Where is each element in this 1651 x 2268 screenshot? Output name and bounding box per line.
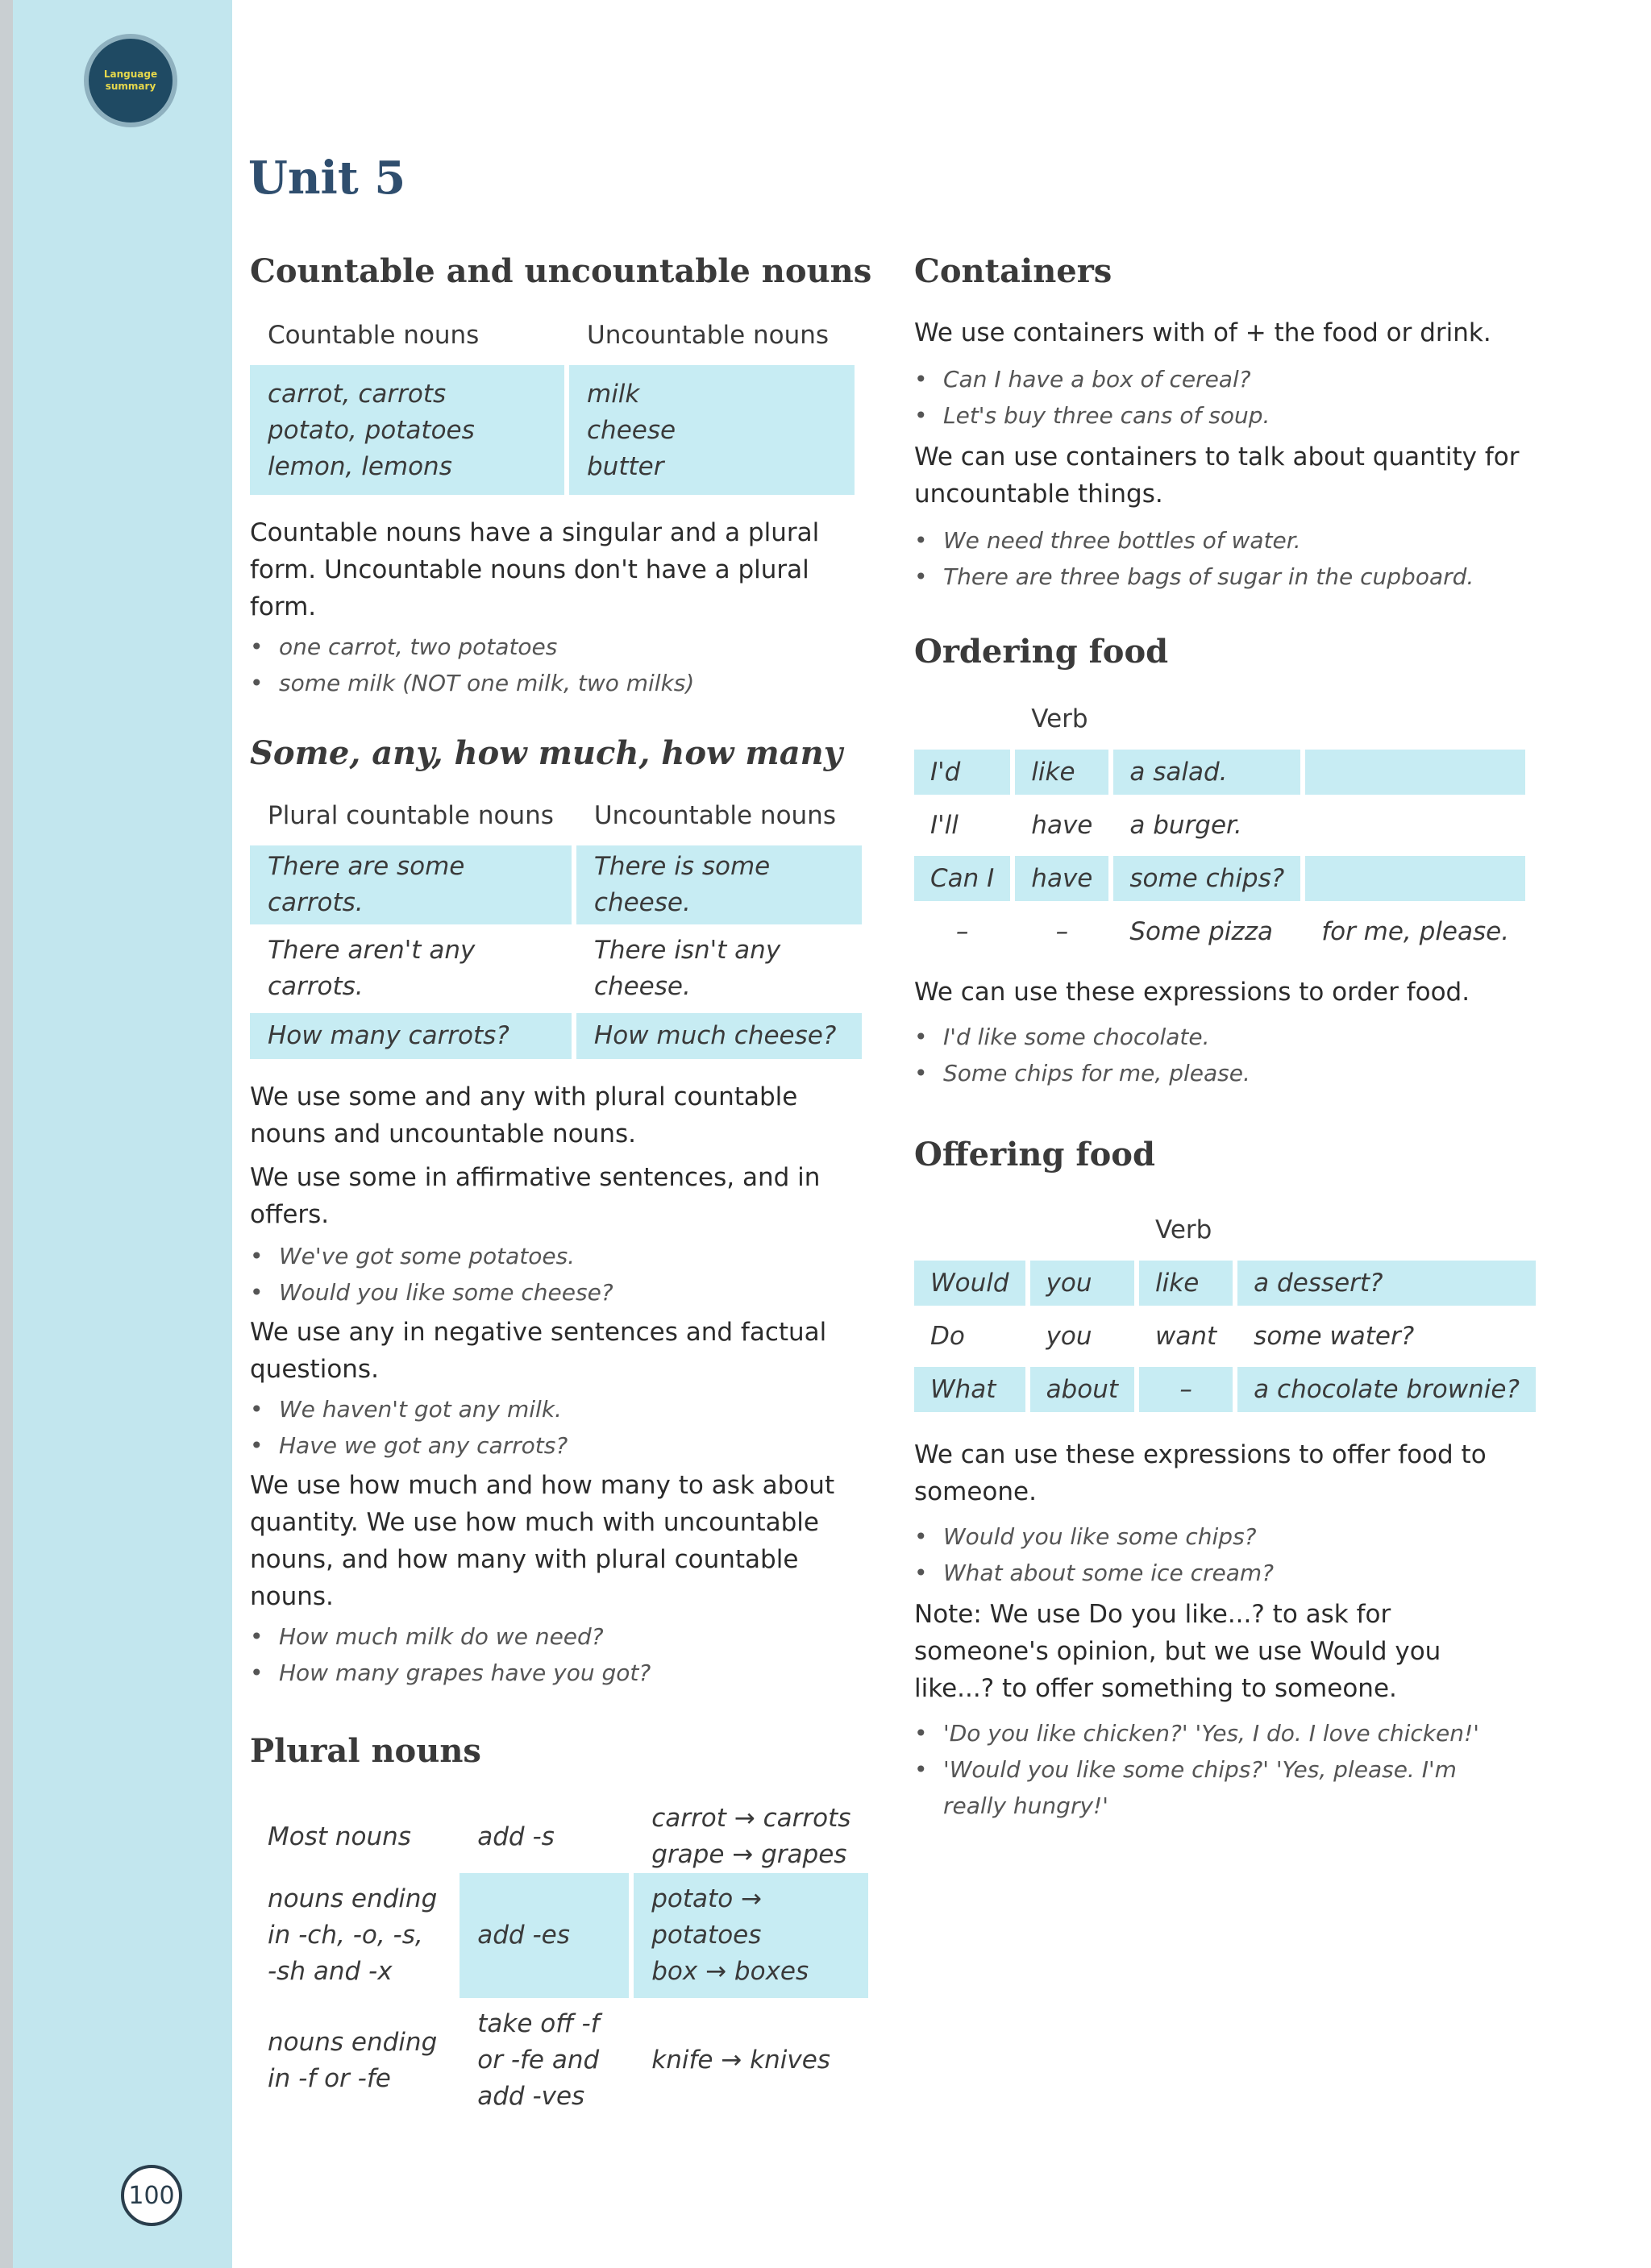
example-item: • We've got some potatoes.	[250, 1243, 576, 1269]
plural-example: box → boxes	[651, 1957, 809, 1986]
plural-section	[250, 1731, 895, 2115]
countable-heading: Countable and uncountable nouns	[250, 252, 872, 290]
containers-examples2	[914, 522, 1551, 595]
plural-rule-line: nouns ending	[268, 2027, 438, 2057]
language-summary-badge	[84, 34, 177, 127]
ordering-heading: Ordering food	[914, 633, 1169, 671]
some-any-section	[250, 733, 895, 1691]
countable-examples	[250, 629, 895, 701]
containers-rule1: We use containers with of + the food or drink.	[914, 318, 1491, 347]
plural-example: potato →	[651, 1884, 762, 1913]
offering-cell: Do	[930, 1322, 965, 1351]
plural-example: potatoes	[651, 1921, 762, 1950]
unit-title: Unit 5	[248, 152, 406, 205]
plural-method-line: or -fe and	[477, 2046, 600, 2075]
page-number: 100	[121, 2165, 182, 2226]
some-any-col2-header: Uncountable nouns	[593, 801, 836, 830]
example-item: • Let's buy three cans of soup.	[914, 402, 1270, 429]
ordering-cell: Can I	[914, 856, 1010, 901]
book-spine	[0, 0, 13, 2268]
plural-rule-cell: Most nouns	[268, 1821, 411, 1851]
offering-cell: want	[1155, 1322, 1217, 1351]
offering-cell: –	[1139, 1367, 1233, 1412]
offering-cell: What	[914, 1367, 1025, 1412]
plural-method-line: add -ves	[477, 2082, 585, 2111]
offering-cell: you	[1030, 1261, 1134, 1306]
plural-example: carrot → carrots	[651, 1804, 851, 1833]
some-any-rule3: We use any in negative sentences and factual questions.	[250, 1318, 827, 1384]
example-item: • 'Would you like some chips?' 'Yes, please. I'm really hungry!'	[914, 1756, 1457, 1819]
some-any-cell: There aren't any carrots.	[268, 936, 476, 1001]
some-any-col1-header: Plural countable nouns	[268, 801, 554, 830]
containers-heading: Containers	[914, 252, 1112, 290]
offering-cell: a dessert?	[1237, 1261, 1536, 1306]
ordering-table	[909, 688, 1530, 962]
plural-rule-line: nouns ending	[268, 1884, 438, 1913]
ordering-header-blank	[1113, 696, 1300, 741]
ordering-examples	[914, 1019, 1551, 1091]
plural-method-cell: add -s	[477, 1821, 555, 1851]
plural-rule-line: in -ch, -o, -s,	[268, 1921, 423, 1950]
plural-example-cell	[634, 1801, 868, 1873]
containers-examples1	[914, 361, 1551, 434]
some-any-rule1: We use some and any with plural countable nouns and uncountable nouns.	[250, 1082, 798, 1149]
offering-cell: some water?	[1254, 1322, 1415, 1351]
some-any-examples4	[250, 1618, 895, 1691]
some-any-heading: Some, any, how much, how many	[250, 734, 842, 772]
countable-item: potato, potatoes	[268, 416, 475, 445]
offering-table	[909, 1199, 1541, 1420]
side-strip	[13, 0, 232, 2268]
countable-section	[250, 251, 895, 701]
plural-rule-line: -sh and -x	[268, 1957, 393, 1986]
right-column	[914, 251, 1551, 1824]
offering-cell: Would	[914, 1261, 1025, 1306]
countable-explanation: Countable nouns have a singular and a plural form. Uncountable nouns don't have a plural form.	[250, 518, 820, 621]
some-any-cell: There are some carrots.	[250, 845, 572, 924]
plural-rule-cell	[250, 1873, 455, 1998]
containers-section	[914, 251, 1551, 595]
ordering-cell	[1305, 803, 1525, 848]
some-any-rule2: We use some in affirmative sentences, and in offers.	[250, 1163, 821, 1229]
example-item: • Can I have a box of cereal?	[914, 366, 1251, 393]
example-item: • We need three bottles of water.	[914, 527, 1301, 554]
ordering-cell: like	[1015, 750, 1108, 795]
some-any-examples2	[250, 1238, 895, 1311]
some-any-table	[245, 795, 867, 1059]
plural-heading: Plural nouns	[250, 1732, 481, 1770]
countable-col2-header: Uncountable nouns	[587, 321, 830, 350]
ordering-cell: Some pizza	[1129, 917, 1273, 946]
ordering-cell	[1305, 750, 1525, 795]
plural-method-cell	[460, 1998, 629, 2115]
offering-rule: We can use these expressions to offer food to someone.	[914, 1440, 1487, 1506]
countable-item: lemon, lemons	[268, 452, 452, 481]
uncountable-item: milk	[587, 380, 640, 409]
example-item: • some milk (NOT one milk, two milks)	[250, 670, 695, 696]
ordering-cell: –	[1055, 917, 1069, 946]
uncountable-item: cheese	[587, 416, 676, 445]
example-item: • Would you like some chips?	[914, 1523, 1257, 1550]
plural-method-cell: add -es	[460, 1873, 629, 1998]
example-item: • I'd like some chocolate.	[914, 1024, 1210, 1050]
example-item: • How many grapes have you got?	[250, 1659, 651, 1686]
plural-rule-line: in -f or -fe	[268, 2063, 391, 2093]
offering-note: Note: We use Do you like...? to ask for someone's opinion, but we use Would you like...? to offer something to someone.	[914, 1600, 1441, 1703]
countable-table	[245, 314, 859, 495]
plural-example-cell: knife → knives	[651, 2046, 830, 2075]
example-item: • Would you like some cheese?	[250, 1279, 613, 1306]
ordering-header-blank	[1305, 696, 1525, 741]
ordering-cell: I'd	[914, 750, 1010, 795]
offering-cell: a chocolate brownie?	[1237, 1367, 1536, 1412]
example-item: • There are three bags of sugar in the cupboard.	[914, 563, 1474, 590]
some-any-rule4: We use how much and how many to ask about quantity. We use how much with uncountable nouns, and how many with plural countable nouns.	[250, 1471, 835, 1611]
plural-example-cell	[634, 1873, 868, 1998]
offering-examples	[914, 1518, 1551, 1591]
offering-section	[914, 1135, 1551, 1824]
ordering-verb-header: Verb	[1031, 704, 1088, 733]
left-column	[250, 251, 895, 2115]
countable-col2-cell	[569, 365, 855, 495]
example-item: • one carrot, two potatoes	[250, 633, 558, 660]
some-any-examples3	[250, 1391, 895, 1464]
example-item: • Some chips for me, please.	[914, 1060, 1250, 1086]
ordering-header-blank	[914, 696, 1010, 741]
countable-col1-header: Countable nouns	[268, 321, 480, 350]
ordering-cell: a burger.	[1129, 811, 1242, 840]
plural-rule-cell	[250, 1998, 455, 2115]
offering-header-blank	[1030, 1207, 1134, 1252]
example-item: • We haven't got any milk.	[250, 1396, 562, 1423]
ordering-section	[914, 632, 1551, 1091]
ordering-cell: –	[955, 917, 969, 946]
ordering-cell: a salad.	[1113, 750, 1300, 795]
offering-cell: you	[1046, 1322, 1092, 1351]
ordering-cell: some chips?	[1113, 856, 1300, 901]
badge-line2: summary	[105, 81, 156, 92]
offering-heading: Offering food	[914, 1136, 1155, 1173]
some-any-cell: How much cheese?	[576, 1013, 862, 1059]
offering-cell: about	[1030, 1367, 1134, 1412]
example-item: • How much milk do we need?	[250, 1623, 604, 1650]
ordering-cell: have	[1015, 856, 1108, 901]
ordering-cell: have	[1031, 811, 1093, 840]
uncountable-item: butter	[587, 452, 664, 481]
example-item: • Have we got any carrots?	[250, 1432, 568, 1459]
plural-method-line: take off -f	[477, 2009, 600, 2038]
example-item: • 'Do you like chicken?' 'Yes, I do. I love chicken!'	[914, 1720, 1479, 1747]
some-any-cell: How many carrots?	[250, 1013, 572, 1059]
plural-table	[245, 1801, 873, 2115]
example-item: • What about some ice cream?	[914, 1560, 1275, 1586]
badge-line1: Language	[103, 69, 158, 80]
offering-cell: like	[1139, 1261, 1233, 1306]
countable-item: carrot, carrots	[268, 380, 447, 409]
some-any-cell: There is some cheese.	[576, 845, 862, 924]
offering-header-blank	[914, 1207, 1025, 1252]
offering-examples2	[914, 1715, 1551, 1824]
ordering-rule: We can use these expressions to order food.	[914, 978, 1470, 1007]
countable-col1-cell	[250, 365, 564, 495]
ordering-cell: I'll	[930, 811, 959, 840]
ordering-cell	[1305, 856, 1525, 901]
plural-example: grape → grapes	[651, 1840, 847, 1869]
some-any-cell: There isn't any cheese.	[593, 936, 781, 1001]
offering-verb-header: Verb	[1155, 1215, 1212, 1244]
offering-header-blank	[1237, 1207, 1536, 1252]
containers-rule2: We can use containers to talk about quantity for uncountable things.	[914, 442, 1520, 509]
ordering-cell: for me, please.	[1321, 917, 1510, 946]
